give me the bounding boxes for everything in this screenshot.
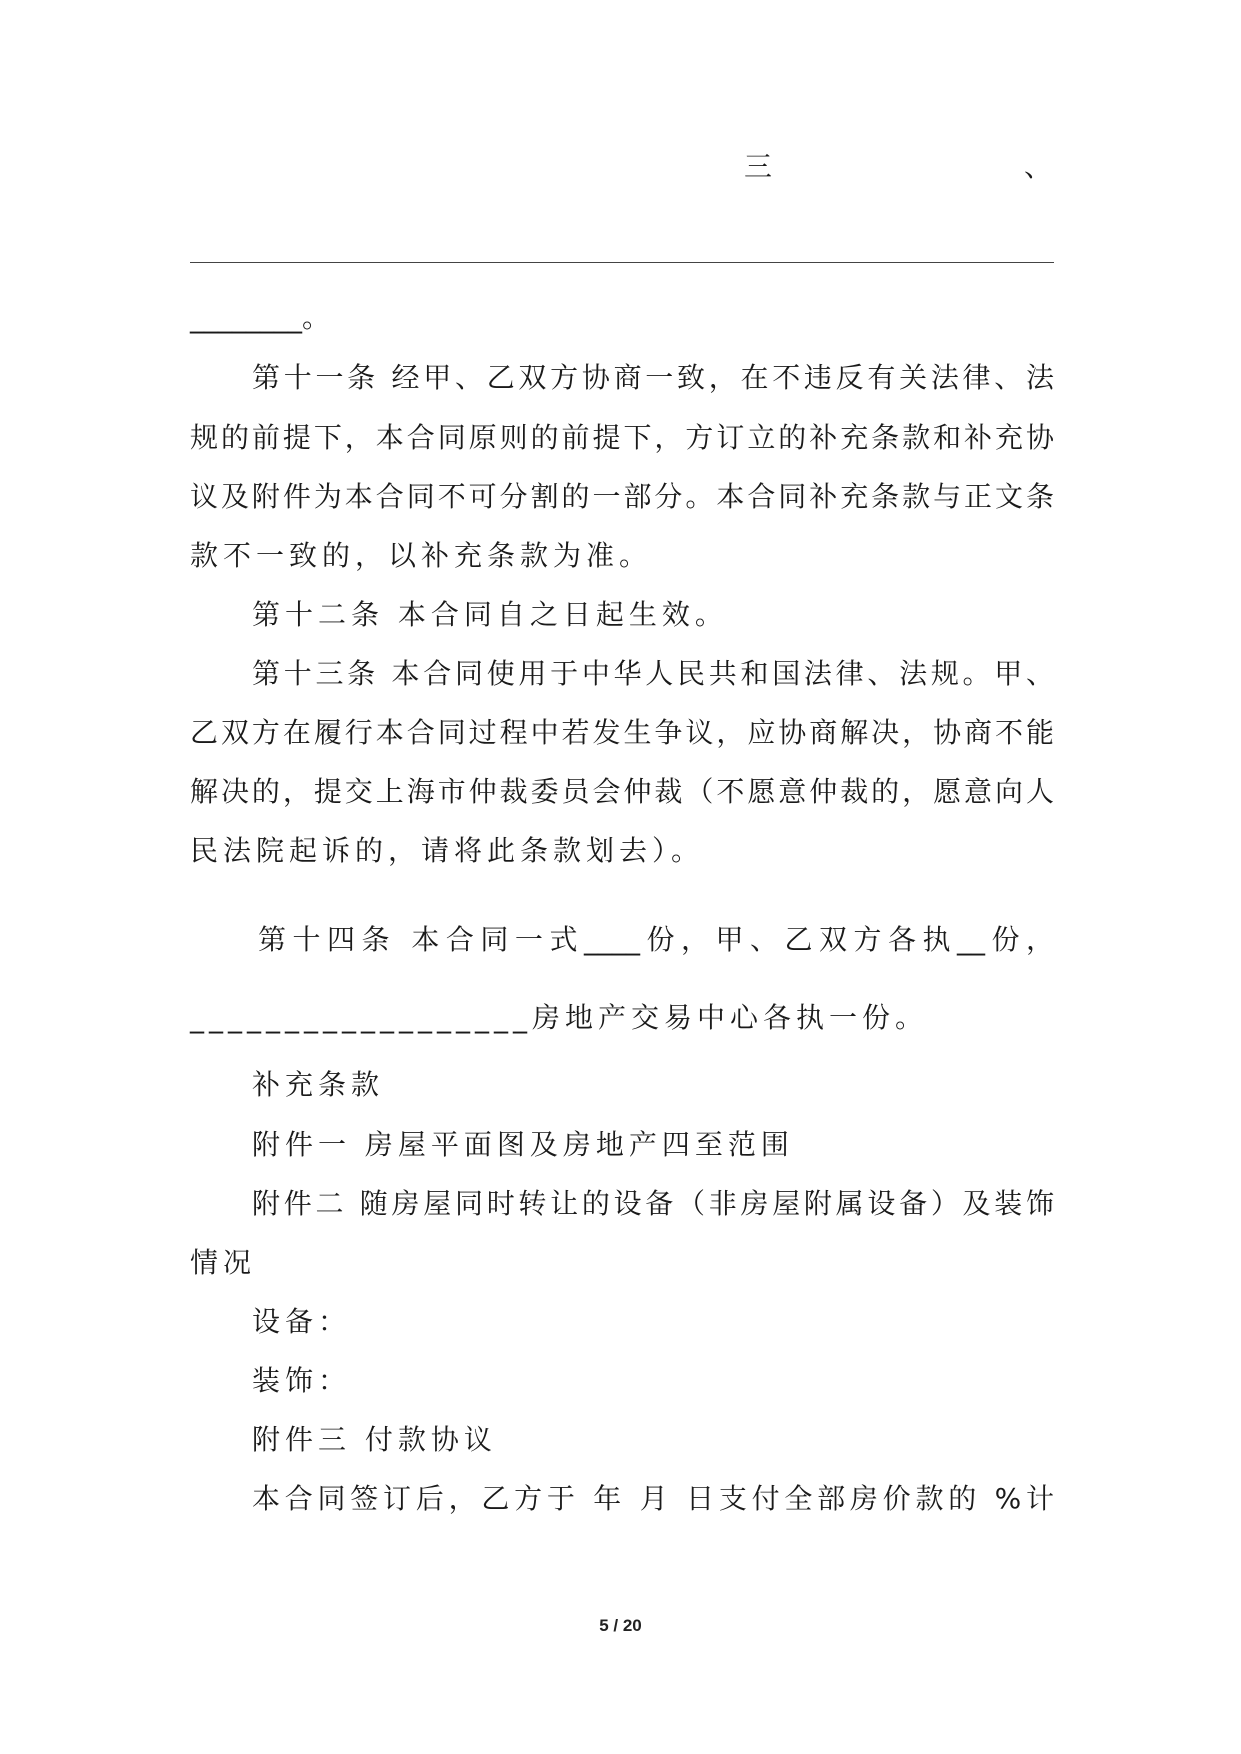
article-13-line-3: 解决的，提交上海市仲裁委员会仲裁（不愿意仲裁的，愿意向人 — [190, 775, 1054, 808]
article-14-line-1: 第十四条 本合同一式____份，甲、乙双方各执__份， — [258, 923, 1054, 956]
annex-2-line-2: 情况 — [190, 1246, 257, 1279]
article-11-line-3: 议及附件为本合同不可分割的一部分。本合同补充条款与正文条 — [190, 480, 1054, 513]
heading-separator: 、 — [1024, 150, 1053, 183]
payment-line: 本合同签订后，乙方于 年 月 日支付全部房价款的 %计 — [252, 1482, 1054, 1515]
blank-line-end: ________。 — [190, 301, 331, 334]
article-11-line-1: 第十一条 经甲、乙双方协商一致，在不违反有关法律、法 — [252, 361, 1054, 394]
article-11-line-2: 规的前提下，本合同原则的前提下，方订立的补充条款和补充协 — [190, 421, 1054, 454]
article-11-line-4: 款不一致的，以补充条款为准。 — [190, 539, 653, 572]
heading-number: 三 — [744, 150, 773, 183]
article-13-line-2: 乙双方在履行本合同过程中若发生争议，应协商解决，协商不能 — [190, 716, 1054, 749]
page-number: 5 / 20 — [599, 1616, 642, 1635]
supplement-title: 补充条款 — [252, 1068, 385, 1101]
article-12-line-1: 第十二条 本合同自之日起生效。 — [252, 598, 728, 631]
article-13-line-1: 第十三条 本合同使用于中华人民共和国法律、法规。甲、 — [252, 657, 1054, 690]
decoration-label: 装饰： — [252, 1364, 352, 1397]
blank-fill-line — [190, 262, 1054, 263]
annex-1: 附件一 房屋平面图及房地产四至范围 — [252, 1128, 794, 1161]
annex-3: 附件三 付款协议 — [252, 1423, 497, 1456]
equipment-label: 设备： — [252, 1305, 352, 1338]
annex-2-line-1: 附件二 随房屋同时转让的设备（非房屋附属设备）及装饰 — [252, 1187, 1054, 1220]
article-13-line-4: 民法院起诉的，请将此条款划去）。 — [190, 834, 705, 867]
article-14-line-2: __________________房地产交易中心各执一份。 — [190, 1001, 929, 1034]
